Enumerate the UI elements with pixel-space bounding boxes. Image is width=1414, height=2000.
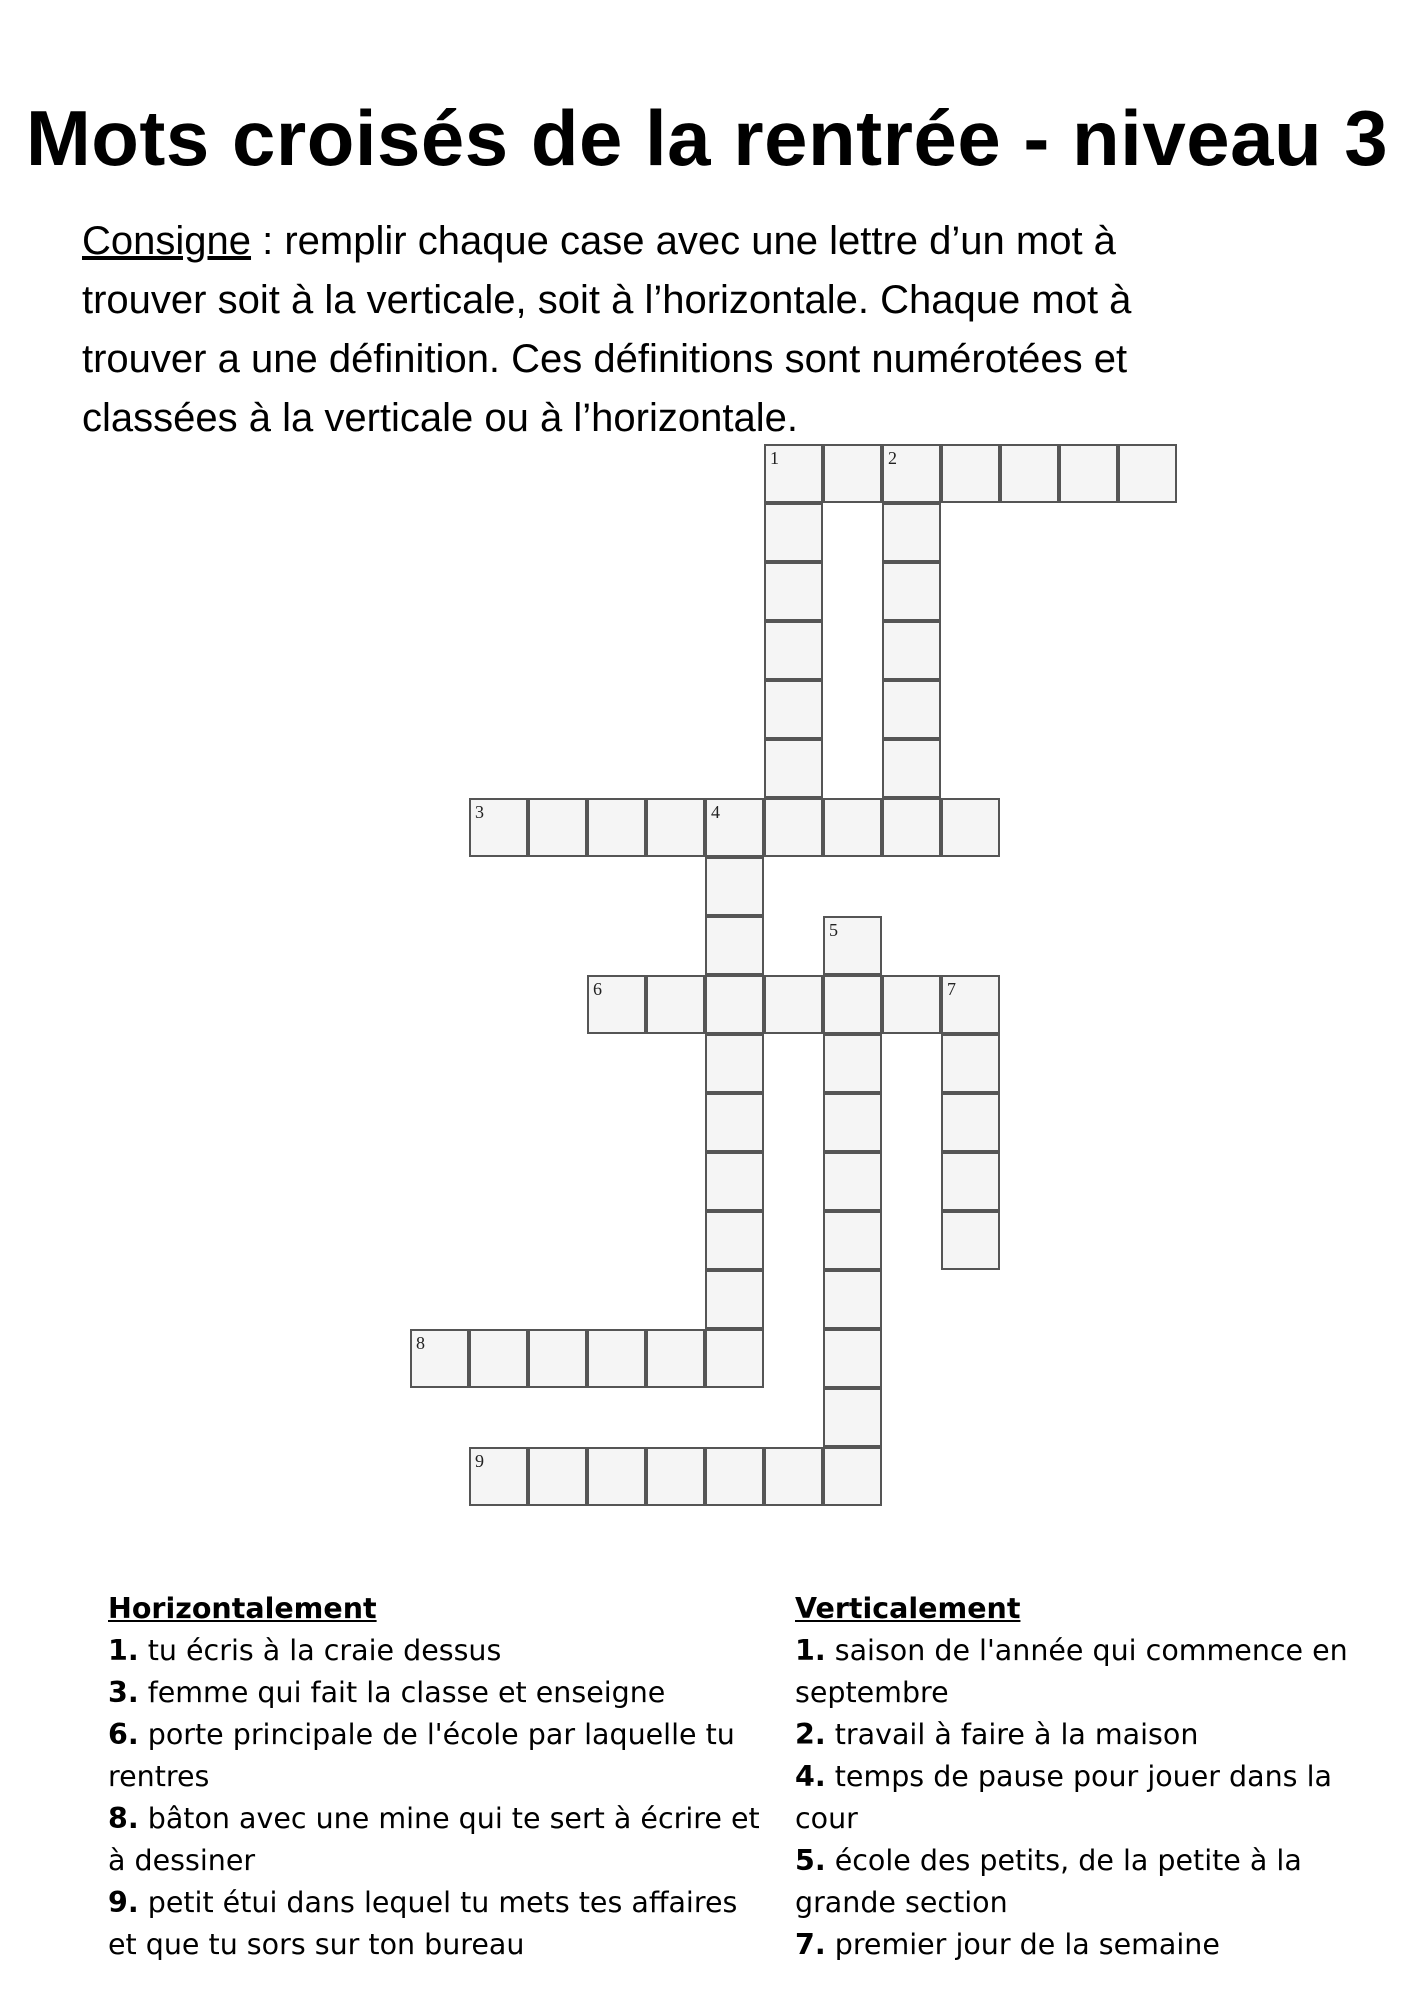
clue-text: travail à faire à la maison <box>825 1718 1199 1751</box>
grid-cell[interactable] <box>705 1211 764 1270</box>
grid-cell[interactable] <box>587 1329 646 1388</box>
grid-cell[interactable] <box>882 444 941 503</box>
grid-cell[interactable] <box>410 1329 469 1388</box>
clue-text: porte principale de l'école par laquelle tu rentres <box>108 1718 735 1793</box>
grid-cell[interactable] <box>882 739 941 798</box>
grid-cell[interactable] <box>764 1447 823 1506</box>
grid-cell[interactable] <box>705 798 764 857</box>
grid-cell[interactable] <box>705 916 764 975</box>
clue-number: 7. <box>795 1928 826 1961</box>
clue-number: 2. <box>795 1718 826 1751</box>
grid-cell[interactable] <box>705 857 764 916</box>
grid-cell[interactable] <box>882 975 941 1034</box>
grid-cell[interactable] <box>823 444 882 503</box>
grid-cell[interactable] <box>764 798 823 857</box>
grid-cell[interactable] <box>469 1329 528 1388</box>
clue-number: 5. <box>795 1844 826 1877</box>
clue-across-8 <box>108 1798 768 1882</box>
grid-cell[interactable] <box>941 1034 1000 1093</box>
clue-number: 8. <box>108 1802 139 1835</box>
grid-cell[interactable] <box>882 621 941 680</box>
clue-number: 1. <box>108 1634 139 1667</box>
grid-cell[interactable] <box>764 680 823 739</box>
grid-cell[interactable] <box>941 975 1000 1034</box>
grid-cell[interactable] <box>764 503 823 562</box>
clue-text: temps de pause pour jouer dans la cour <box>795 1760 1332 1835</box>
instructions <box>82 212 1242 448</box>
clue-text: premier jour de la semaine <box>825 1928 1220 1961</box>
grid-cell[interactable] <box>823 1152 882 1211</box>
grid-cell[interactable] <box>528 1329 587 1388</box>
clue-across-6 <box>108 1714 768 1798</box>
grid-cell[interactable] <box>705 1093 764 1152</box>
clue-across-9 <box>108 1882 768 1966</box>
grid-cell[interactable] <box>705 1034 764 1093</box>
across-clues <box>108 1588 768 1966</box>
grid-cell[interactable] <box>764 975 823 1034</box>
cell-number: 3 <box>475 802 484 822</box>
grid-cell[interactable] <box>941 1152 1000 1211</box>
clue-text: petit étui dans lequel tu mets tes affaires et que tu sors sur ton bureau <box>108 1886 738 1961</box>
grid-cell[interactable] <box>823 1329 882 1388</box>
grid-cell[interactable] <box>823 1270 882 1329</box>
clue-text: femme qui fait la classe et enseigne <box>138 1676 666 1709</box>
cell-number: 2 <box>888 448 897 468</box>
cell-number: 4 <box>711 802 720 822</box>
grid-cell[interactable] <box>705 1329 764 1388</box>
clue-text: école des petits, de la petite à la grande section <box>795 1844 1302 1919</box>
clue-number: 9. <box>108 1886 139 1919</box>
grid-cell[interactable] <box>764 739 823 798</box>
down-clues <box>795 1588 1395 1966</box>
grid-cell[interactable] <box>823 975 882 1034</box>
grid-cell[interactable] <box>823 1034 882 1093</box>
grid-cell[interactable] <box>705 1152 764 1211</box>
grid-cell[interactable] <box>941 1211 1000 1270</box>
grid-cell[interactable] <box>823 798 882 857</box>
grid-cell[interactable] <box>705 1447 764 1506</box>
clue-text: bâton avec une mine qui te sert à écrire et à dessiner <box>108 1802 760 1877</box>
grid-cell[interactable] <box>528 1447 587 1506</box>
clue-number: 4. <box>795 1760 826 1793</box>
grid-cell[interactable] <box>528 798 587 857</box>
grid-cell[interactable] <box>823 1211 882 1270</box>
grid-cell[interactable] <box>823 1093 882 1152</box>
grid-cell[interactable] <box>469 798 528 857</box>
grid-cell[interactable] <box>764 444 823 503</box>
grid-cell[interactable] <box>646 1329 705 1388</box>
grid-cell[interactable] <box>469 1447 528 1506</box>
grid-cell[interactable] <box>941 798 1000 857</box>
grid-cell[interactable] <box>882 503 941 562</box>
instructions-text: : remplir chaque case avec une lettre d’un mot à trouver soit à la verticale, soit à l’horizontale. Chaque mot à trouver a une définition. Ces définitions sont numérotées et classées à la verticale ou à l’horizontale. <box>82 219 1132 440</box>
clue-down-4 <box>795 1756 1395 1840</box>
grid-cell[interactable] <box>764 562 823 621</box>
grid-cell[interactable] <box>646 975 705 1034</box>
page-title: Mots croisés de la rentrée - niveau 3 <box>25 94 1389 183</box>
clue-number: 1. <box>795 1634 826 1667</box>
clue-down-5 <box>795 1840 1395 1924</box>
grid-cell[interactable] <box>646 798 705 857</box>
instructions-label: Consigne <box>82 219 252 263</box>
grid-cell[interactable] <box>646 1447 705 1506</box>
clue-down-2 <box>795 1714 1395 1756</box>
across-heading: Horizontalement <box>108 1592 377 1625</box>
grid-cell[interactable] <box>882 798 941 857</box>
grid-cell[interactable] <box>882 562 941 621</box>
clue-across-1 <box>108 1630 768 1672</box>
clue-text: tu écris à la craie dessus <box>138 1634 502 1667</box>
clue-down-1 <box>795 1630 1395 1714</box>
clue-number: 3. <box>108 1676 139 1709</box>
clue-number: 6. <box>108 1718 139 1751</box>
clue-text: saison de l'année qui commence en septembre <box>795 1634 1348 1709</box>
down-heading: Verticalement <box>795 1592 1021 1625</box>
grid-cell[interactable] <box>823 1447 882 1506</box>
cell-number: 7 <box>947 979 956 999</box>
grid-cell[interactable] <box>764 621 823 680</box>
grid-cell[interactable] <box>941 444 1000 503</box>
cell-number: 8 <box>416 1333 425 1353</box>
grid-cell[interactable] <box>705 975 764 1034</box>
grid-cell[interactable] <box>587 975 646 1034</box>
clue-down-7 <box>795 1924 1395 1966</box>
grid-cell[interactable] <box>823 1388 882 1447</box>
grid-cell[interactable] <box>1118 444 1177 503</box>
cell-number: 1 <box>770 448 779 468</box>
clue-across-3 <box>108 1672 768 1714</box>
cell-number: 6 <box>593 979 602 999</box>
grid-cell[interactable] <box>1000 444 1059 503</box>
grid-cell[interactable] <box>1059 444 1118 503</box>
grid-cell[interactable] <box>941 1093 1000 1152</box>
grid-cell[interactable] <box>823 916 882 975</box>
grid-cell[interactable] <box>705 1270 764 1329</box>
grid-cell[interactable] <box>587 1447 646 1506</box>
grid-cell[interactable] <box>587 798 646 857</box>
cell-number: 9 <box>475 1451 484 1471</box>
cell-number: 5 <box>829 920 838 940</box>
grid-cell[interactable] <box>882 680 941 739</box>
